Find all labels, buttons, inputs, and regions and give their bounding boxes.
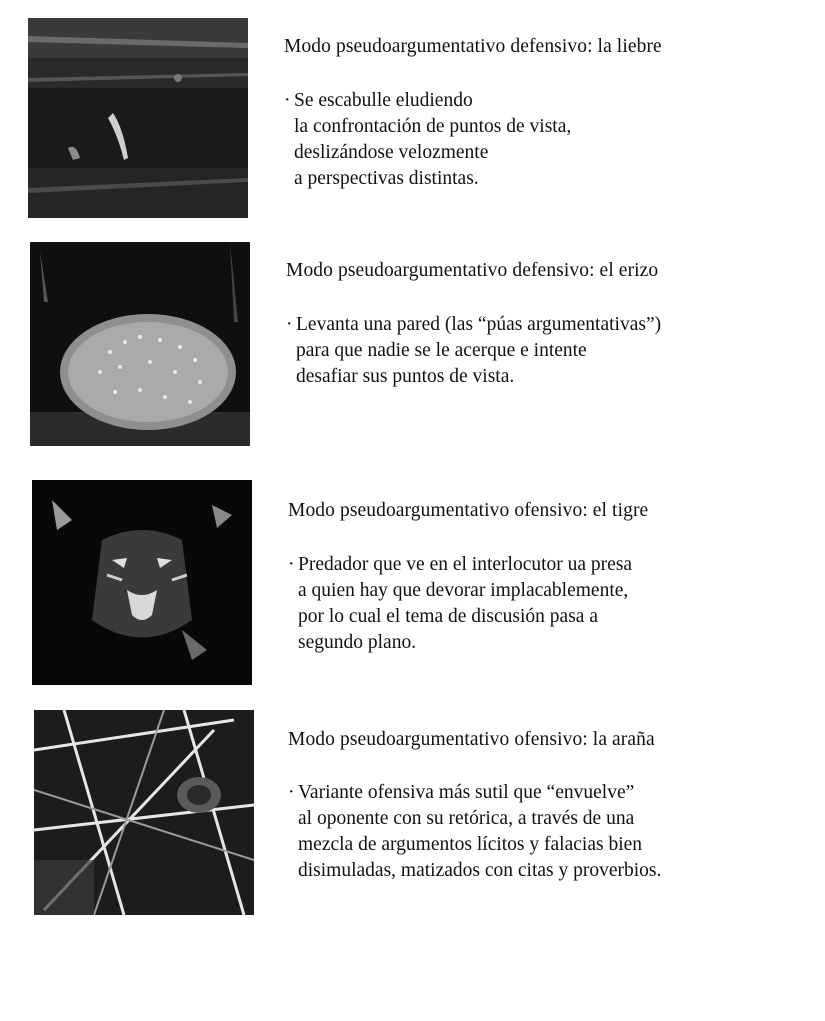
entry-description: · Predador que ve en el interlocutor ua presa a quien hay que devorar implacablemente, por lo cual el tema de discusión pasa a segundo plano. — [288, 554, 633, 653]
bullet-glyph: · — [288, 554, 295, 575]
bullet-glyph: · — [284, 90, 291, 111]
tiger-photo — [32, 480, 252, 685]
hedgehog-photo — [30, 242, 250, 446]
entry-title: Modo pseudoargumentativo defensivo: el erizo — [286, 260, 659, 281]
bullet-glyph: · — [288, 782, 295, 803]
entry-description: · Variante ofensiva más sutil que “envuelve” al oponente con su retórica, a través de una mezcla de argumentos lícitos y falacias bien disimuladas, matizados con citas y proverbios. — [288, 782, 662, 881]
bullet-glyph: · — [286, 314, 293, 335]
entry-description: · Se escabulle eludiendo la confrontación de puntos de vista, deslizándose velozmente a perspectivas distintas. — [284, 90, 572, 189]
hare-photo — [28, 18, 248, 218]
entry-title: Modo pseudoargumentativo ofensivo: el tigre — [288, 500, 649, 521]
entry-title: Modo pseudoargumentativo defensivo: la liebre — [284, 36, 662, 57]
spider-photo — [34, 710, 254, 915]
entry-title: Modo pseudoargumentativo ofensivo: la araña — [288, 729, 655, 750]
entry-description: · Levanta una pared (las “púas argumentativas”) para que nadie se le acerque e intente desafiar sus puntos de vista. — [286, 314, 662, 387]
